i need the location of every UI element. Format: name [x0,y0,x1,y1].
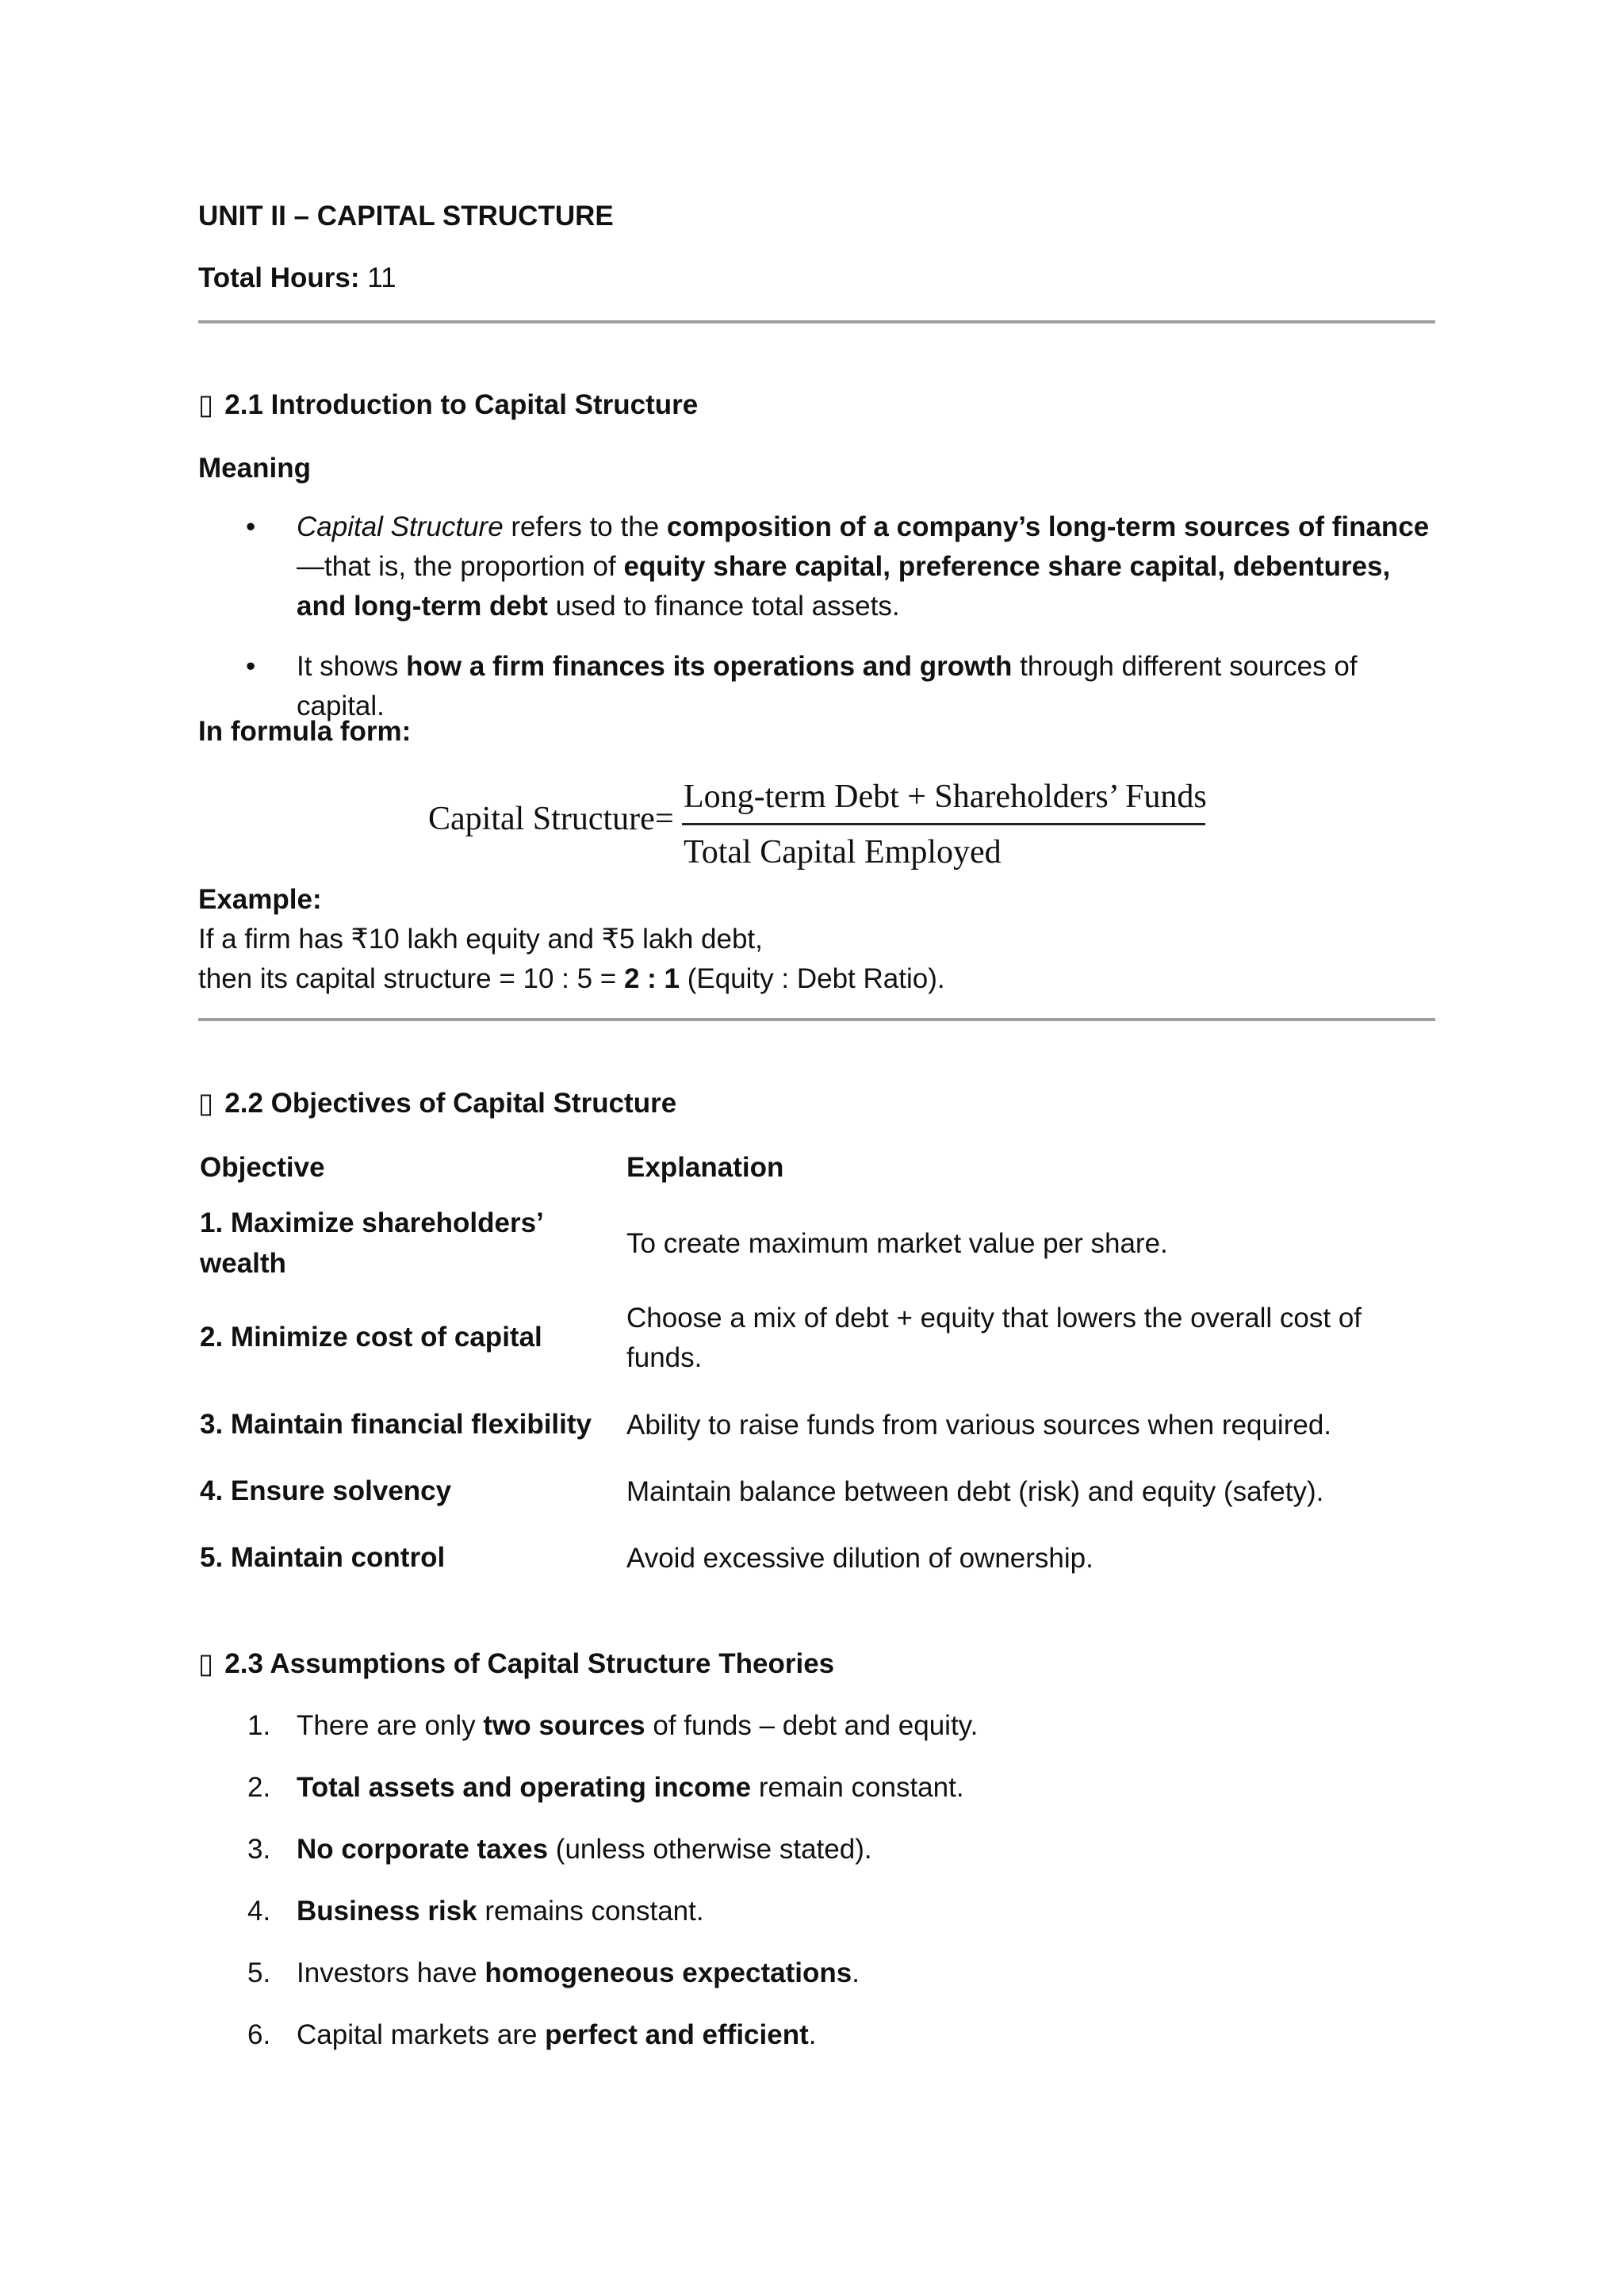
bullet-text: through different sources of capital. [297,651,1358,721]
list-text-bold: Total assets and operating income [297,1772,752,1803]
list-item [238,1768,1427,1830]
formula-numerator: Long-term Debt + Shareholders’ Funds [684,779,1207,815]
explanation-cell: Choose a mix of debt + equity that lowers the overall cost of funds. [626,1302,1362,1373]
section-heading-text: 2.3 Assumptions of Capital Structure Theories [224,1648,835,1679]
box-glyph-icon: ▯ [198,1648,214,1680]
section-heading-2-2 [198,1084,676,1124]
table-row [200,1203,1419,1284]
table-row [200,1392,1419,1459]
formula-fraction [682,773,1205,877]
list-number: 1. [247,1710,271,1741]
formula-equals: = [655,801,674,837]
assumptions-list [238,1706,1427,2077]
list-text: (unless otherwise stated). [548,1834,872,1865]
explanation-cell: To create maximum market value per share. [626,1227,1168,1259]
bullet-item [238,507,1443,626]
divider-2 [198,1018,1435,1021]
fraction-bar [682,823,1205,825]
bullet-text-bold: how a firm finances its operations and growth [406,651,1013,682]
bullet-text-bold: equity share capital, preference share capital, debentures, and long-term debt [297,551,1391,622]
bullet-dot-icon: • [246,651,256,682]
col-explanation-header: Explanation [626,1152,784,1183]
list-text-bold: perfect and efficient [545,2019,809,2050]
meaning-bullets [238,507,1443,747]
box-glyph-icon: ▯ [198,1088,214,1119]
list-number: 5. [247,1957,271,1988]
formula-lhs: Capital Structure [428,801,655,837]
list-text-bold: Business risk [297,1896,477,1927]
list-text: . [808,2019,817,2050]
example-line-2 [198,959,945,1000]
example-text: then its capital structure = 10 : 5 = [198,963,624,994]
objective-cell: 3. Maintain financial flexibility [200,1409,592,1441]
formula-label: In formula form: [198,716,412,747]
col-objective-header: Objective [200,1152,325,1183]
total-hours [198,258,396,299]
objective-cell: 5. Maintain control [200,1542,446,1574]
example-ratio: 2 : 1 [623,963,680,994]
table-row [200,1525,1419,1592]
formula-denominator: Total Capital Employed [684,833,1002,871]
list-item [238,1706,1427,1768]
section-heading-text: 2.1 Introduction to Capital Structure [224,389,699,420]
explanation-cell: Avoid excessive dilution of ownership. [626,1542,1094,1574]
objectives-table [200,1148,1419,1592]
box-glyph-icon: ▯ [198,389,214,421]
explanation-cell: Maintain balance between debt (risk) and equity (safety). [626,1475,1324,1507]
bullet-item [238,647,1443,726]
divider-1 [198,320,1435,323]
list-text-bold: homogeneous expectations [485,1957,852,1988]
list-text: There are only [297,1710,484,1741]
bullet-text: refers to the [503,511,667,542]
list-number: 3. [247,1834,271,1865]
list-text-bold: two sources [483,1710,645,1741]
bullet-text-italic: Capital Structure [297,511,504,542]
objective-cell: 4. Ensure solvency [200,1475,452,1507]
table-row [200,1459,1419,1525]
table-header-row [200,1148,1419,1203]
list-item [238,1954,1427,2015]
list-item [238,1830,1427,1892]
list-text: of funds – debt and equity. [645,1710,979,1741]
list-text: Capital markets are [297,2019,546,2050]
example-text: (Equity : Debt Ratio). [680,963,945,994]
section-heading-text: 2.2 Objectives of Capital Structure [224,1088,677,1119]
objective-cell: 2. Minimize cost of capital [200,1322,542,1353]
list-text: . [852,1957,860,1988]
explanation-cell: Ability to raise funds from various sources when required. [626,1409,1332,1441]
example-line-1: If a firm has ₹10 lakh equity and ₹5 lakh debt, [198,924,763,955]
bullet-text: used to finance total assets. [547,591,900,622]
section-heading-2-1 [198,385,698,426]
list-text-bold: No corporate taxes [297,1834,549,1865]
objective-cell: 1. Maximize shareholders’ wealth [200,1207,542,1279]
meaning-label: Meaning [198,453,311,484]
total-hours-value: 11 [367,262,396,293]
list-number: 6. [247,2019,271,2050]
list-number: 4. [247,1896,271,1927]
bullet-text: —that is, the proportion of [297,551,624,582]
example-label: Example: [198,884,322,915]
unit-title: UNIT II – CAPITAL STRUCTURE [198,201,614,232]
list-text: remains constant. [477,1896,704,1927]
list-item [238,2015,1427,2077]
bullet-text: It shows [297,651,407,682]
list-text: Investors have [297,1957,485,1988]
table-row [200,1284,1419,1392]
list-number: 2. [247,1772,271,1803]
bullet-text-bold: composition of a company’s long-term sources of finance [666,511,1430,542]
total-hours-label: Total Hours: [198,262,360,293]
list-text: remain constant. [751,1772,964,1803]
section-heading-2-3 [198,1644,834,1685]
bullet-dot-icon: • [246,511,256,542]
list-item [238,1892,1427,1954]
